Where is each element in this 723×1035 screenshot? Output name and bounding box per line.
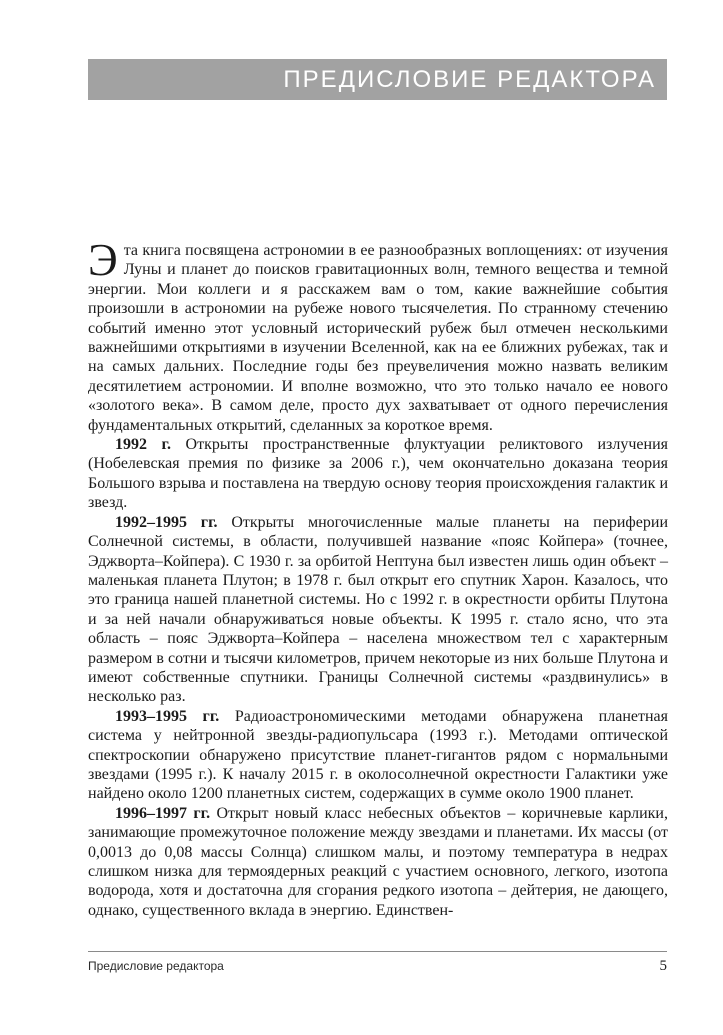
page-body [88, 235, 669, 920]
intro-paragraph [88, 235, 668, 435]
entry-text: Открыт новый класс небесных объектов – коричневые карлики, занимающие промежуточное положение между звездами и планетами. Их массы (от 0,0013 до 0,08 массы Солнца) слишком малы, и поэтому температура в недрах слишком низка для термоядерных реакций с участием основного, легкого, изотопа водорода, хотя и достаточна для сгорания редкого изотопа – дейтерия, не дающего, однако, существенного вклада в энергию. Единствен- [88, 804, 668, 919]
entry-years: 1992–1995 гг. [115, 513, 218, 531]
entry-text: Открыты многочисленные малые планеты на периферии Солнечной системы, в области, получившей название «пояс Койпера» (точнее, Эджворта–Койпера). С 1930 г. за орбитой Нептуна был известен лишь один объект – маленькая планета Плутон; в 1978 г. был открыт его спутник Харон. Казалось, что это граница нашей планетной системы. Но с 1992 г. в окрестности орбиты Плутона и за ней начали обнаруживаться новые объекты. К 1995 г. стало ясно, что эта область – пояс Эджворта–Койпера – населена множеством тел с характерным размером в сотни и тысячи километров, причем некоторые из них больше Плутона и имеют собственные спутники. Границы Солнечной системы «раздвинулись» в несколько раз. [88, 513, 669, 706]
page-number: 5 [659, 958, 667, 974]
entry-years: 1996–1997 гг. [115, 804, 211, 822]
intro-text: та книга посвящена астрономии в ее разнообразных воплощениях: от изучения Луны и планет до поисков гравитационных волн, темного вещества и темной энергии. Мои коллеги и я расскажем вам о том, какие важнейшие события произошли в астрономии на рубеже нового тысячелетия. По странному стечению событий именно этот условный исторический рубеж был отмечен несколькими важнейшими открытиями в изучении Вселенной, как на ее ближних рубежах, так и на самых дальних. Последние годы без преувеличения можно назвать великим десятилетием астрономии. И вполне возможно, что это только начало ее нового «золотого века». В самом деле, просто дух захватывает от одного перечисления фундаментальных открытий, сделанных за короткое время. [88, 242, 668, 434]
page-footer [88, 951, 667, 975]
timeline-paragraph-1996-1997 [88, 804, 668, 920]
timeline-paragraph-1992 [88, 435, 668, 513]
timeline-paragraph-1992-1995 [88, 513, 668, 707]
entry-text: Открыты пространственные флуктуации реликтового излучения (Нобелевская премия по физике за 2006 г.), чем окончательно доказана теория Большого взрыва и поставлена на твердую основу теория происхождения галактик и звезд. [88, 436, 668, 512]
chapter-header-band [88, 59, 667, 100]
drop-cap: Э [88, 235, 118, 285]
entry-years: 1993–1995 гг. [115, 707, 220, 725]
entry-text: Радиоастрономическими методами обнаружена планетная система у нейтронной звезды-радиопульсара (1993 г.). Методами оптической спектроскопии обнаружено присутствие планет-гигантов рядом с нормальными звездами (1995 г.). К началу 2015 г. в околосолнечной окрестности Галактики уже найдено около 1200 планетных систем, содержащих в сумме около 1900 планет. [88, 707, 669, 803]
chapter-title: ПРЕДИСЛОВИЕ РЕДАКТОРА [283, 65, 656, 93]
timeline-paragraph-1993-1995 [88, 707, 668, 804]
entry-years: 1992 г. [115, 436, 171, 454]
running-title: Предисловие редактора [88, 959, 224, 973]
